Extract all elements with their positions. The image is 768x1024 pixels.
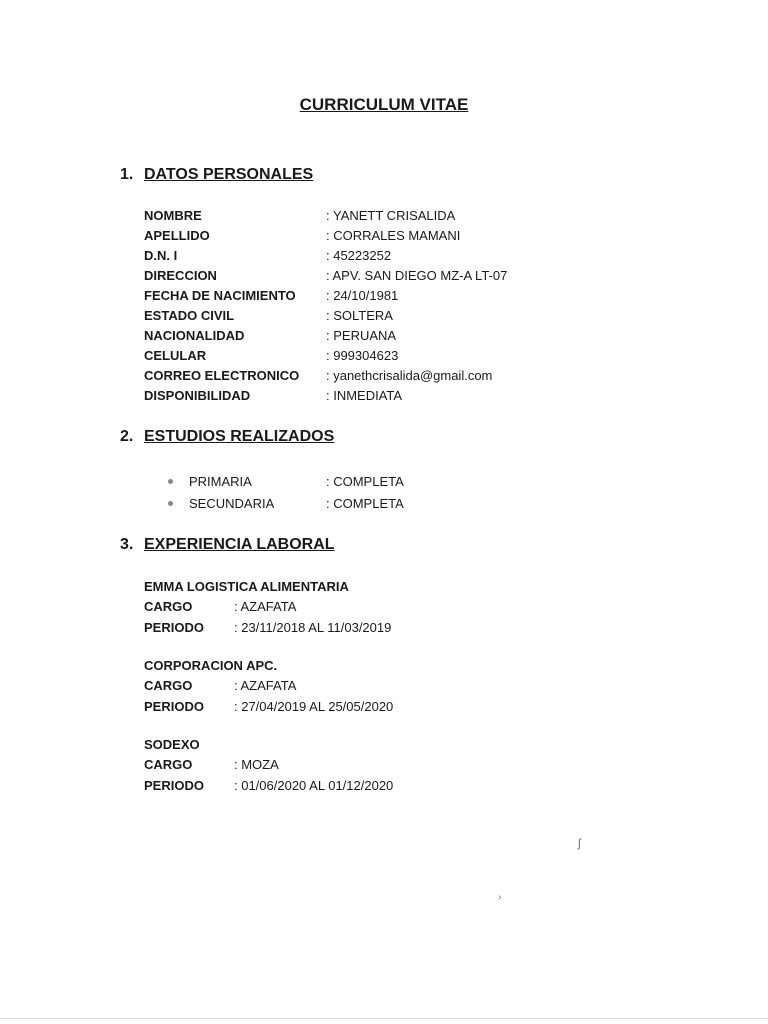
cargo-label: CARGO <box>144 757 193 772</box>
field-value: : CORRALES MAMANI <box>326 228 461 243</box>
field-value: : 45223252 <box>326 248 392 263</box>
periodo-label: PERIODO <box>144 778 204 793</box>
company-name: CORPORACION APC. <box>144 658 278 673</box>
scan-edge-line <box>0 1018 768 1019</box>
cargo-value: : AZAFATA <box>234 678 297 693</box>
document-title: CURRICULUM VITAE <box>299 95 469 114</box>
cargo-value: : AZAFATA <box>234 599 297 614</box>
periodo-value: : 27/04/2019 AL 25/05/2020 <box>234 699 394 714</box>
cargo-label: CARGO <box>144 599 193 614</box>
company-name: SODEXO <box>144 737 200 752</box>
section-number: 2. <box>120 428 134 445</box>
field-value: : 24/10/1981 <box>326 288 399 303</box>
section-number: 1. <box>120 166 134 183</box>
section-experience-heading <box>120 536 335 554</box>
field-label: ESTADO CIVIL <box>144 308 235 323</box>
section-number: 3. <box>120 536 134 553</box>
field-label: DIRECCION <box>144 268 217 283</box>
section-studies-heading <box>120 428 334 446</box>
field-label: APELLIDO <box>144 228 210 243</box>
field-value: : YANETT CRISALIDA <box>326 208 456 223</box>
periodo-label: PERIODO <box>144 699 204 714</box>
study-level: PRIMARIA <box>189 474 252 489</box>
field-value: : INMEDIATA <box>326 388 403 403</box>
study-status: : COMPLETA <box>326 474 404 489</box>
field-label: FECHA DE NACIMIENTO <box>144 288 296 303</box>
cargo-label: CARGO <box>144 678 193 693</box>
section-title: EXPERIENCIA LABORAL <box>144 536 335 553</box>
field-value: : PERUANA <box>326 328 397 343</box>
bullet-icon <box>168 501 173 506</box>
field-value: : 999304623 <box>326 348 399 363</box>
field-label: CELULAR <box>144 348 207 363</box>
scan-speck: ʃ <box>578 836 581 850</box>
periodo-value: : 01/06/2020 AL 01/12/2020 <box>234 778 394 793</box>
field-label: CORREO ELECTRONICO <box>144 368 300 383</box>
section-title: ESTUDIOS REALIZADOS <box>144 428 335 445</box>
scan-speck: › <box>498 892 502 903</box>
company-name: EMMA LOGISTICA ALIMENTARIA <box>144 579 349 594</box>
cargo-value: : MOZA <box>234 757 279 772</box>
field-label: NACIONALIDAD <box>144 328 245 343</box>
section-title: DATOS PERSONALES <box>144 166 314 183</box>
field-value: : SOLTERA <box>326 308 393 323</box>
section-personal-heading <box>120 166 313 184</box>
field-value: : APV. SAN DIEGO MZ-A LT-07 <box>326 268 508 283</box>
field-label: D.N. I <box>144 248 178 263</box>
periodo-value: : 23/11/2018 AL 11/03/2019 <box>234 620 392 635</box>
periodo-label: PERIODO <box>144 620 204 635</box>
study-status: : COMPLETA <box>326 496 404 511</box>
field-label: DISPONIBILIDAD <box>144 388 251 403</box>
study-level: SECUNDARIA <box>189 496 275 511</box>
bullet-icon <box>168 479 173 484</box>
field-value: : yanethcrisalida@gmail.com <box>326 368 493 383</box>
field-label: NOMBRE <box>144 208 202 223</box>
